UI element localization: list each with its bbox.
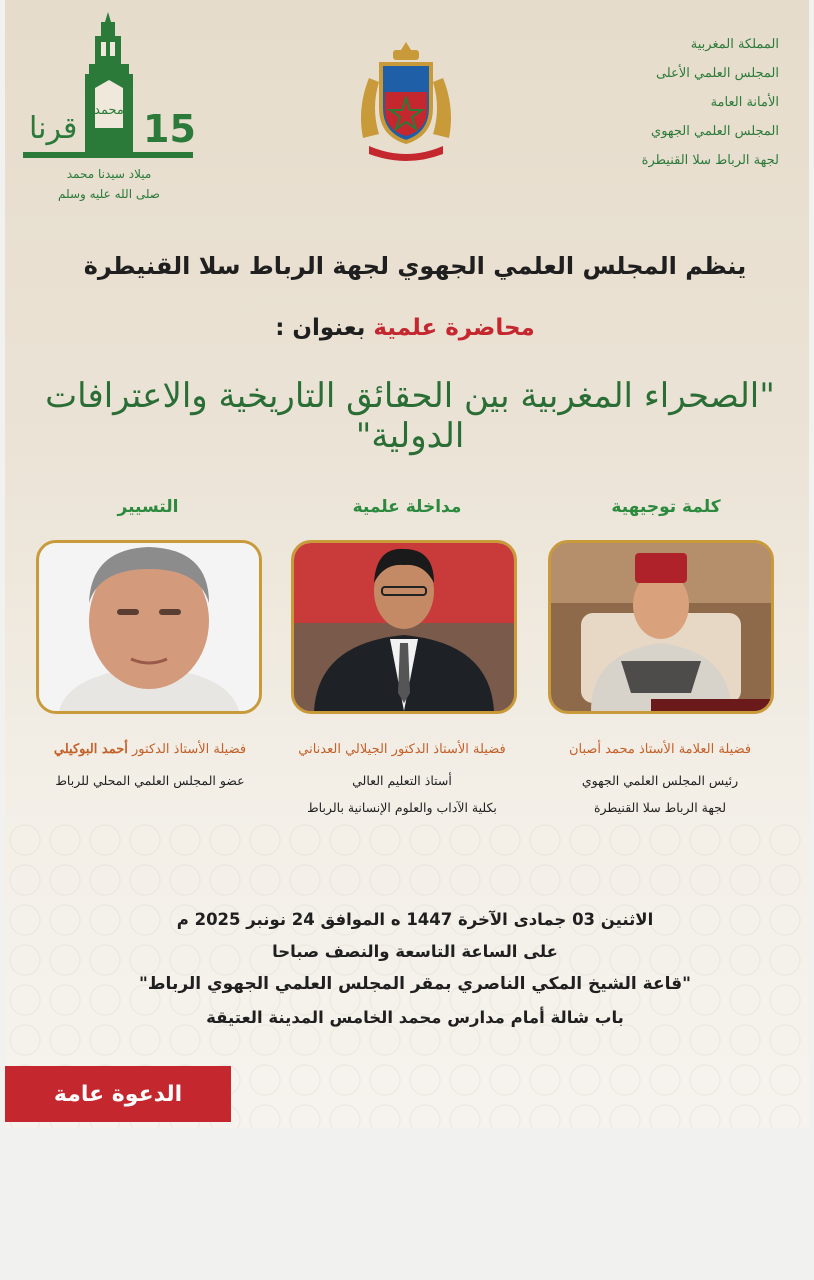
speaker-desc-boukili: عضو المجلس العلمي المحلي للرباط	[55, 773, 245, 788]
lecture-label: بعنوان :	[275, 315, 366, 341]
portrait-adnani-icon	[294, 543, 514, 711]
admin-line-regional-council: المجلس العلمي الجهوي	[651, 124, 779, 139]
lecture-heading	[205, 315, 605, 341]
logo-word: قرنا	[29, 111, 78, 146]
event-address: باب شالة أمام مدارس محمد الخامس المدينة العتيقة	[206, 1008, 624, 1027]
speaker-desc-adnani-2: بكلية الآداب والعلوم الإنسانية بالرباط	[307, 800, 497, 815]
administration-block	[642, 30, 779, 175]
logo-emblem-text: محمد	[94, 103, 124, 118]
lecture-type: محاضرة علمية	[373, 315, 535, 341]
logo-number: 15	[143, 107, 196, 151]
speaker-desc-asbane-2: لجهة الرباط سلا القنيطرة	[593, 800, 727, 815]
admin-line-council: المجلس العلمي الأعلى	[655, 66, 779, 81]
event-time: على الساعة التاسعة والنصف صباحا	[272, 942, 558, 961]
speaker-desc-asbane-1: رئيس المجلس العلمي الجهوي	[581, 773, 739, 788]
speaker-name-adnani: فضيلة الأستاذ الدكتور الجيلالي العدناني	[298, 742, 506, 757]
speaker-name-boukili	[25, 742, 275, 757]
logo-caption-2: صلى الله عليه وسلم	[58, 187, 160, 201]
speaker-photo-asbane	[548, 540, 774, 714]
admin-line-secretariat: الأمانة العامة	[710, 95, 779, 110]
admin-line-kingdom: المملكة المغربية	[690, 37, 779, 52]
speaker-name-boukili-main: أحمد البوكيلي	[53, 742, 128, 757]
role-guidance: كلمة توجيهية	[611, 497, 721, 517]
coat-of-arms-icon	[349, 38, 463, 162]
lecture-title: "الصحراء المغربية بين الحقائق التاريخية والاعترافات الدولية"	[45, 376, 775, 456]
organizer-heading: ينظم المجلس العلمي الجهوي لجهة الرباط سلا القنيطرة	[83, 252, 747, 280]
speaker-photo-adnani	[291, 540, 517, 714]
portrait-asbane-icon	[551, 543, 771, 711]
speaker-name-boukili-prefix: فضيلة الأستاذ الدكتور	[132, 742, 247, 757]
role-intervention: مداخلة علمية	[352, 497, 462, 517]
fifteen-centuries-logo	[19, 10, 199, 210]
logo-caption-1: ميلاد سيدنا محمد	[66, 167, 152, 181]
speaker-desc-adnani-1: أستاذ التعليم العالي	[352, 773, 452, 788]
event-venue: "قاعة الشيخ المكي الناصري بمقر المجلس العلمي الجهوي الرباط"	[139, 974, 691, 994]
portrait-boukili-icon	[39, 543, 259, 711]
speaker-name-asbane: فضيلة العلامة الأستاذ محمد أصبان	[568, 742, 752, 757]
admin-line-region: لجهة الرباط سلا القنيطرة	[641, 153, 779, 168]
public-invitation-badge: الدعوة عامة	[5, 1066, 231, 1122]
role-moderation: التسيير	[117, 497, 179, 517]
poster	[5, 0, 809, 1128]
event-date: الاثنين 03 جمادى الآخرة 1447 ه الموافق 24 نونبر 2025 م	[176, 910, 654, 929]
speaker-photo-boukili	[36, 540, 262, 714]
